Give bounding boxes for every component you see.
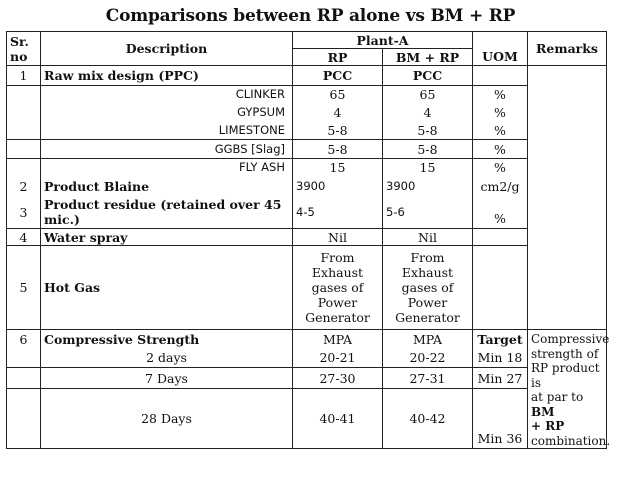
row-bmrp: Nil	[383, 229, 473, 246]
row-label: CLINKER	[41, 86, 293, 104]
row-uom: Min 27	[473, 368, 528, 389]
table-row	[7, 388, 607, 448]
row-label: LIMESTONE	[41, 122, 293, 140]
header-plant: Plant-A	[293, 32, 473, 49]
row-uom	[473, 66, 528, 86]
row-uom: %	[473, 140, 528, 159]
row-no: 2	[7, 177, 41, 197]
row-rp: 5-8	[293, 140, 383, 159]
row-rp: 65	[293, 86, 383, 104]
row-bmrp: 3900	[383, 177, 473, 197]
row-uom: %	[473, 86, 528, 104]
row-uom: Min 36	[473, 388, 528, 448]
table-row	[7, 246, 607, 330]
header-rp: RP	[293, 49, 383, 66]
row-label: Water spray	[41, 229, 293, 246]
table-row	[7, 122, 607, 140]
remarks-cell: Compressive strength of RP product is at par to BM + RP combination.	[528, 330, 607, 449]
row-rp: Nil	[293, 229, 383, 246]
row-label: GGBS [Slag]	[41, 140, 293, 159]
row-rp: 5-8	[293, 122, 383, 140]
row-bmrp: 20-22	[383, 348, 473, 368]
table-row	[7, 348, 607, 368]
row-rp: PCC	[293, 66, 383, 86]
row-label: Raw mix design (PPC)	[41, 66, 293, 86]
row-remark	[528, 66, 607, 86]
row-uom: %	[473, 122, 528, 140]
row-label: Product residue (retained over 45 mic.)	[41, 197, 293, 229]
header-remarks: Remarks	[528, 32, 607, 66]
row-uom	[473, 246, 528, 330]
row-rp: 20-21	[293, 348, 383, 368]
row-no: 3	[7, 197, 41, 229]
row-bmrp: 5-6	[383, 197, 473, 229]
table-row	[7, 104, 607, 122]
table-row	[7, 368, 607, 389]
header-bmrp: BM + RP	[383, 49, 473, 66]
row-bmrp: 15	[383, 159, 473, 177]
row-uom: Min 18	[473, 348, 528, 368]
row-bmrp: From Exhaust gases of Power Generator	[383, 246, 473, 330]
row-no: 1	[7, 66, 41, 86]
row-rp: 27-30	[293, 368, 383, 389]
row-label: 7 Days	[41, 368, 293, 389]
row-uom: cm2/g	[473, 177, 528, 197]
row-uom: Target	[473, 330, 528, 349]
row-no: 6	[7, 330, 41, 349]
row-rp: 3900	[293, 177, 383, 197]
header-srno: Sr. no	[7, 32, 41, 66]
row-rp: From Exhaust gases of Power Generator	[293, 246, 383, 330]
row-rp: 4	[293, 104, 383, 122]
row-bmrp: PCC	[383, 66, 473, 86]
row-rp: 4-5	[293, 197, 383, 229]
row-no: 5	[7, 246, 41, 330]
row-bmrp: 65	[383, 86, 473, 104]
row-label: Compressive Strength	[41, 330, 293, 349]
row-label: FLY ASH	[41, 159, 293, 177]
row-label: GYPSUM	[41, 104, 293, 122]
row-rp: MPA	[293, 330, 383, 349]
row-label: Hot Gas	[41, 246, 293, 330]
table-row	[7, 229, 607, 246]
table-row	[7, 140, 607, 159]
row-uom: %	[473, 197, 528, 229]
header-uom-spacer	[473, 32, 528, 49]
row-bmrp: 4	[383, 104, 473, 122]
table-row	[7, 197, 607, 229]
row-bmrp: 27-31	[383, 368, 473, 389]
page-title: Comparisons between RP alone vs BM + RP	[105, 6, 516, 26]
row-rp: 15	[293, 159, 383, 177]
table-row	[7, 330, 607, 349]
row-rp: 40-41	[293, 388, 383, 448]
table-row	[7, 86, 607, 104]
table-row	[7, 66, 607, 86]
header-description: Description	[41, 32, 293, 66]
row-bmrp: 5-8	[383, 122, 473, 140]
row-no: 4	[7, 229, 41, 246]
row-label: 2 days	[41, 348, 293, 368]
row-uom	[473, 229, 528, 246]
row-bmrp: 40-42	[383, 388, 473, 448]
table-row	[7, 177, 607, 197]
header-uom: UOM	[473, 49, 528, 66]
row-uom: %	[473, 159, 528, 177]
row-label: Product Blaine	[41, 177, 293, 197]
row-label: 28 Days	[41, 388, 293, 448]
row-uom: %	[473, 104, 528, 122]
comparison-table	[6, 31, 611, 449]
table-row	[7, 159, 607, 177]
row-bmrp: 5-8	[383, 140, 473, 159]
row-bmrp: MPA	[383, 330, 473, 349]
